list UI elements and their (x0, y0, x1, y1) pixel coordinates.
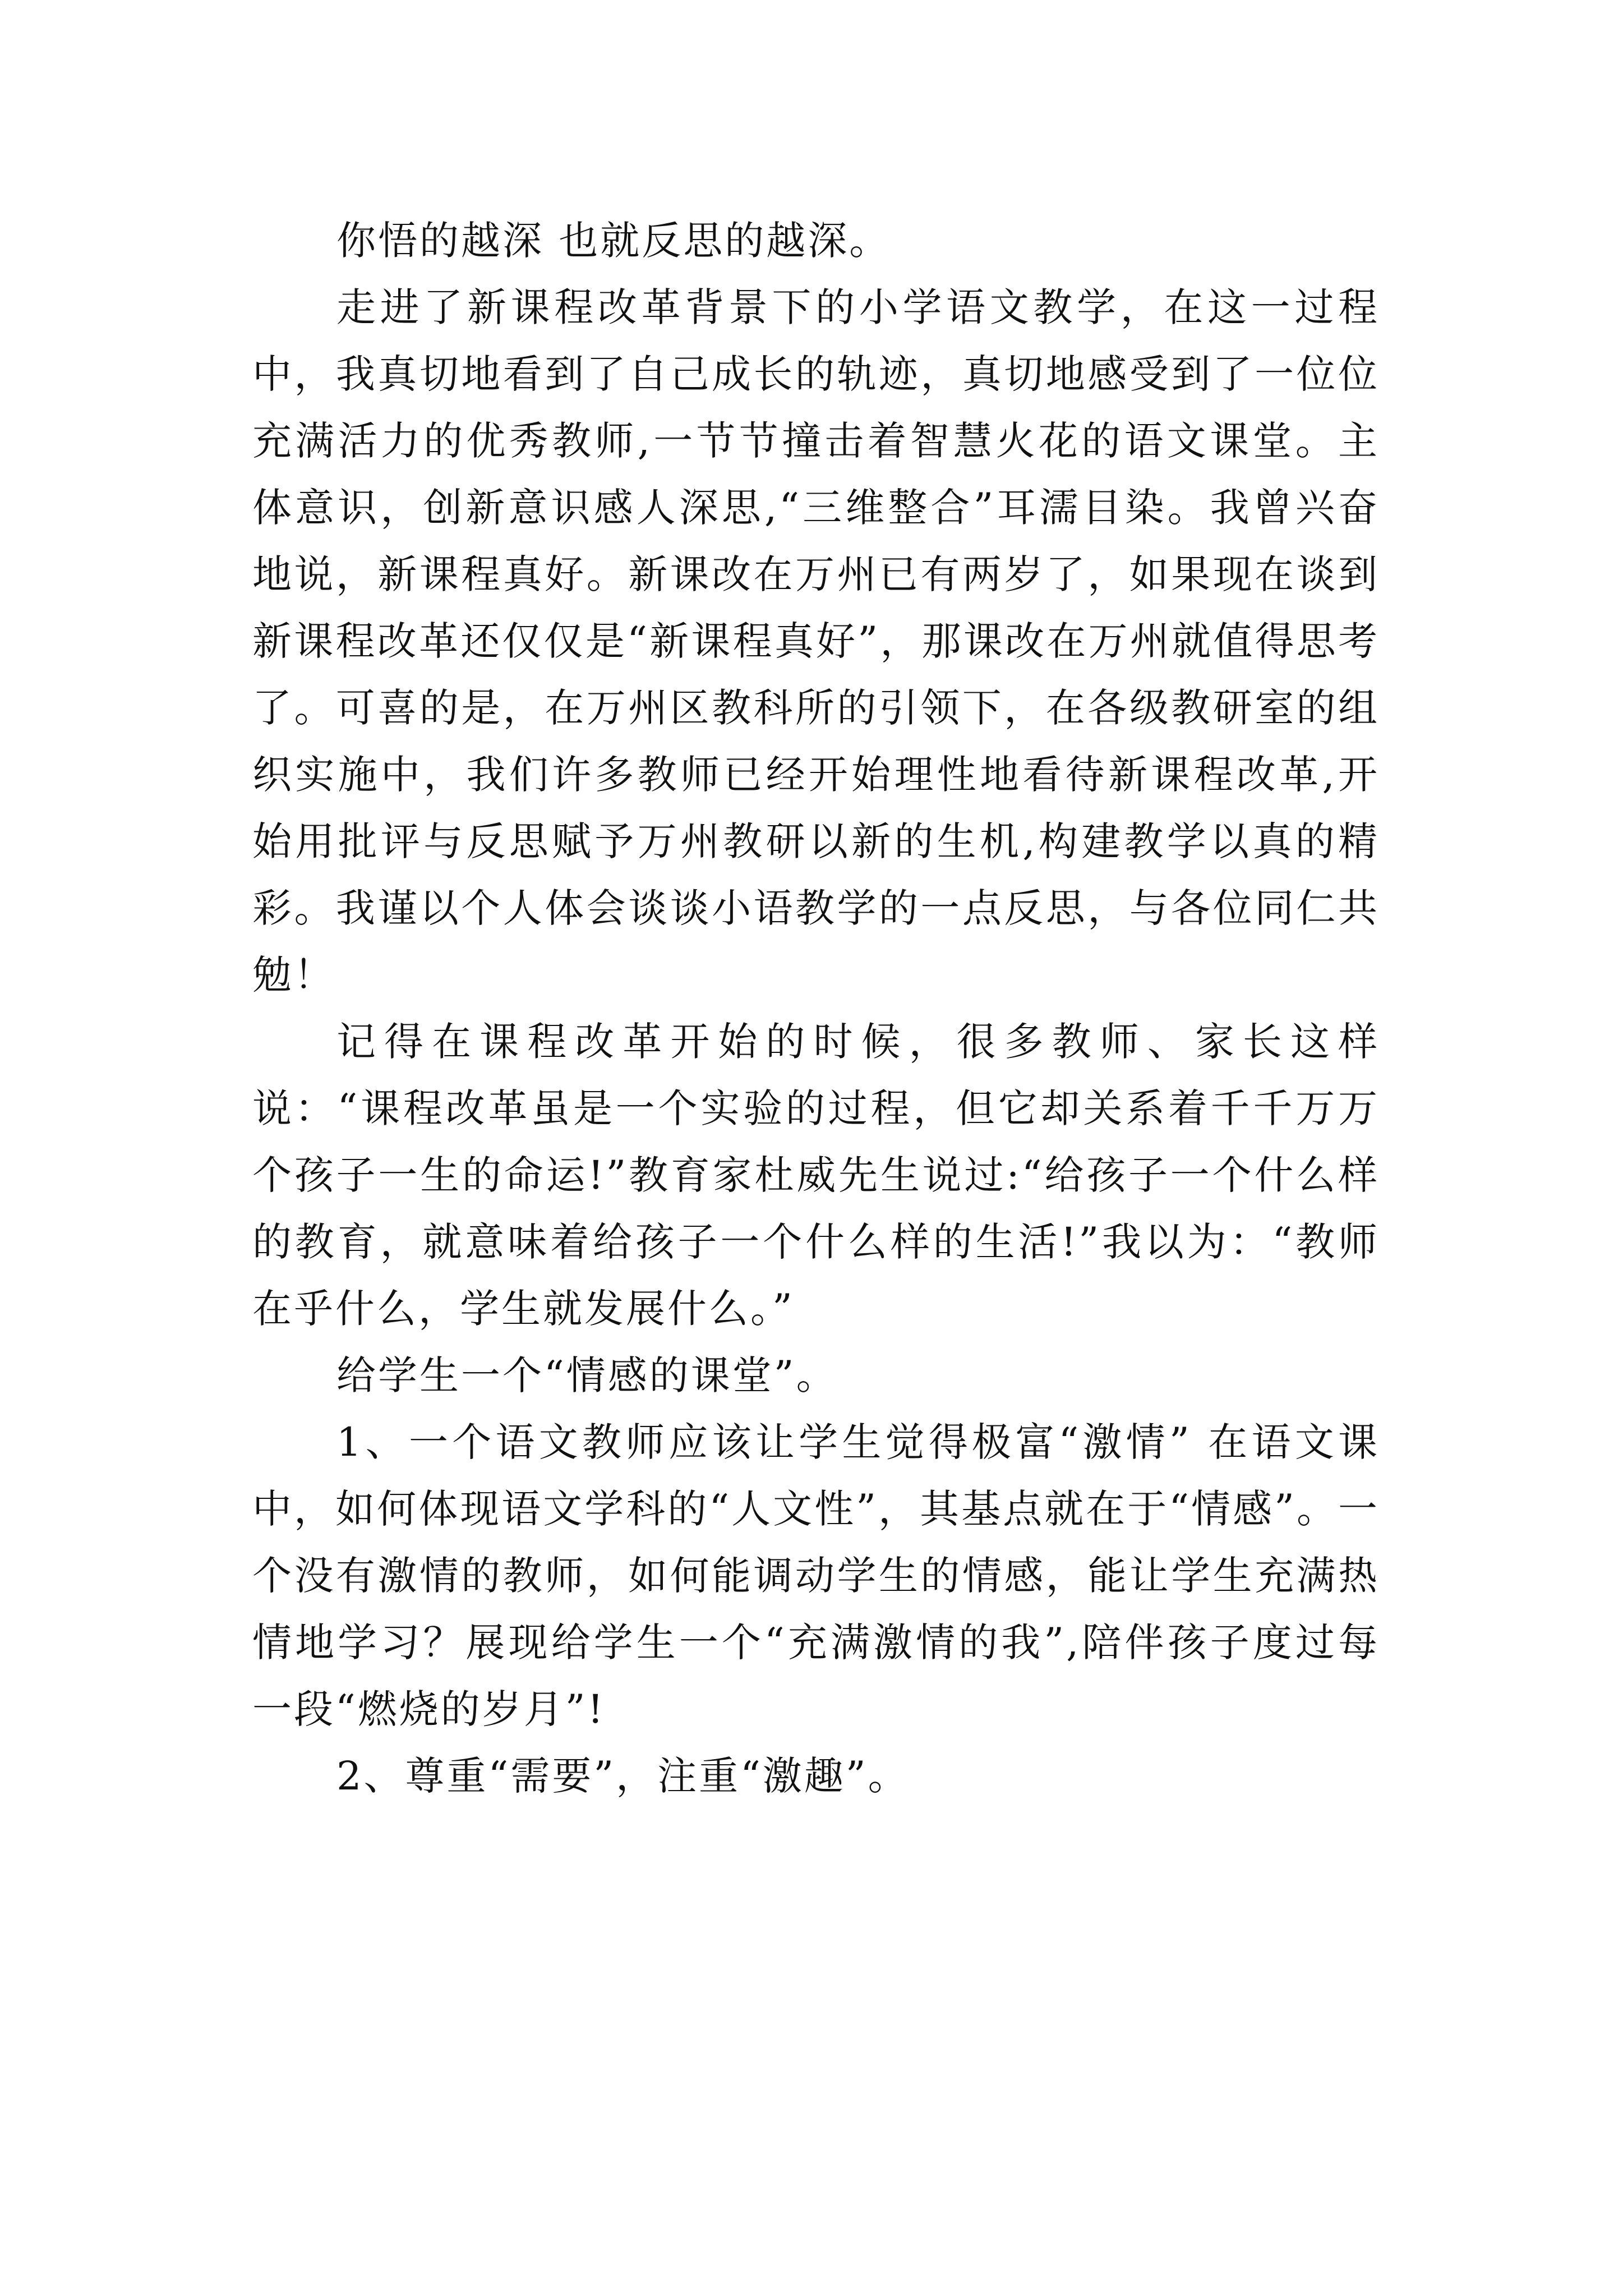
paragraph-5: 1、一个语文教师应该让学生觉得极富“激情” 在语文课中，如何体现语文学科的“人文性”，其基点就在于“情感”。一个没有激情的教师，如何能调动学生的情感，能让学生充满热情地学习？展现给学生一个“充满激情的我”,陪伴孩子度过每一段“燃烧的岁月”! (252, 1419, 1380, 1732)
paragraph-4: 给学生一个“情感的课堂”。 (336, 1352, 838, 1398)
document-body (252, 208, 1380, 1810)
paragraph-6: 2、尊重“需要”，注重“激趣”。 (336, 1753, 910, 1799)
paragraph-2: 走进了新课程改革背景下的小学语文教学，在这一过程中，我真切地看到了自己成长的轨迹，真切地感受到了一位位充满活力的优秀教师,一节节撞击着智慧火花的语文课堂。主体意识，创新意识感人深思,“三维整合”耳濡目染。我曾兴奋地说，新课程真好。新课改在万州已有两岁了，如果现在谈到新课程改革还仅仅是“新课程真好”，那课改在万州就值得思考了。可喜的是，在万州区教科所的引领下，在各级教研室的组织实施中，我们许多教师已经开始理性地看待新课程改革,开始用批评与反思赋予万州教研以新的生机,构建教学以真的精彩。我谨以个人体会谈谈小语教学的一点反思，与各位同仁共勉！ (252, 284, 1380, 998)
paragraph-1: 你悟的越深 也就反思的越深。 (336, 218, 891, 264)
paragraph-3: 记得在课程改革开始的时候，很多教师、家长这样说：“课程改革虽是一个实验的过程，但它却关系着千千万万个孩子一生的命运!”教育家杜威先生说过:“给孩子一个什么样的教育，就意味着给孩子一个什么样的生活!”我以为：“教师在乎什么，学生就发展什么。” (252, 1019, 1380, 1332)
